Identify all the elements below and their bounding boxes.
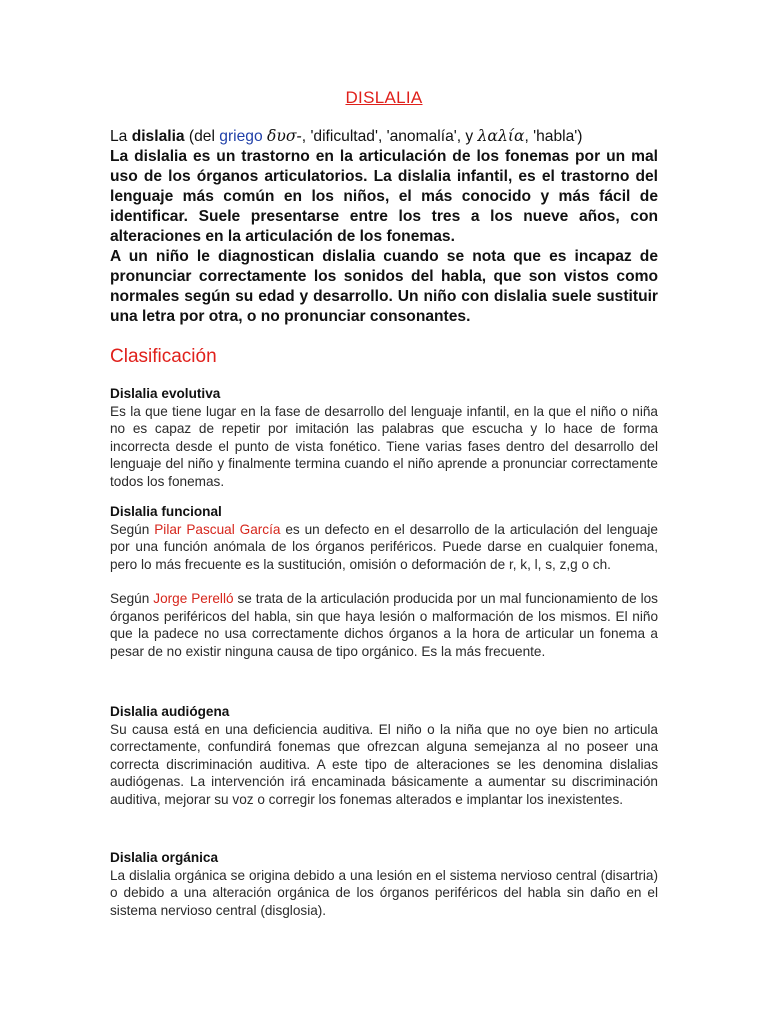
- funcional-p2-pre: Según: [110, 591, 150, 606]
- intro-paragraph-1: [110, 126, 658, 147]
- intro-del: (del: [188, 128, 215, 145]
- greek-prefix: δυσ-: [266, 127, 302, 145]
- intro-paragraph-3: A un niño le diagnostican dislalia cuando se nota que es incapaz de pronunciar correctamente los sonidos del habla, que son vistos como normales según su edad y desarrollo. Un niño con dislalia suele sustituir una letra por otra, o no pronunciar consonantes.: [110, 248, 658, 325]
- funcional-p1-text: es un defecto en el desarrollo de la articulación del lenguaje por una función anómala de los órganos periféricos. Puede darse en cualquier fonema, pero lo más frecuente es la sustitución, omisión o deformación de r, k, l, s, z,g o ch.: [110, 521, 658, 572]
- evolutiva-section: [110, 385, 658, 490]
- intro-term: dislalia: [131, 128, 185, 145]
- page-title: DISLALIA: [345, 88, 423, 107]
- funcional-p2-text: se trata de la articulación producida por un mal funcionamiento de los órganos periféricos del habla, sin que haya lesión o malformación de los mismos. El niño que la padece no usa correctamente dichos órganos a la hora de articular un fonema a pesar de no existir ninguna causa de tipo orgánico. Es la más frecuente.: [110, 591, 658, 659]
- funcional-paragraph-2: [110, 590, 658, 660]
- audiogena-section: [110, 703, 658, 808]
- intro-meanings: , 'dificultad', 'anomalía', y: [301, 128, 474, 145]
- audiogena-text: Su causa está en una deficiencia auditiva. El niño o la niña que no oye bien no articula correctamente, confundirá fonemas que ofrezcan alguna semejanza al no poseer una correcta discriminación auditiva. A este tipo de alteraciones se les denomina dislalias audiógenas. La intervención irá encaminada básicamente a aumentar su discriminación auditiva, mejorar su voz o corregir los fonemas alterados e implantar los inexistentes.: [110, 721, 658, 807]
- funcional-p1-pre: Según: [110, 521, 150, 537]
- funcional-paragraph-1: [110, 521, 658, 574]
- author-pilar-link[interactable]: Pilar Pascual García: [154, 521, 281, 537]
- intro-paragraph-2: La dislalia es un trastorno en la articulación de los fonemas por un mal uso de los órganos articulatorios. La dislalia infantil, es el trastorno del lenguaje más común en los niños, el más conocido y más fácil de identificar. Suele presentarse entre los tres a los nueve años, con alteraciones en la articulación de los fonemas.: [110, 148, 658, 245]
- organica-section: [110, 849, 658, 919]
- intro-end: , 'habla'): [524, 128, 583, 145]
- greek-word: λαλία: [477, 127, 525, 145]
- audiogena-title: Dislalia audiógena: [110, 704, 230, 719]
- intro-la: La: [110, 128, 128, 145]
- evolutiva-text: Es la que tiene lugar en la fase de desarrollo del lenguaje infantil, en la que el niño o niña no es capaz de repetir por imitación las palabras que escucha y lo hace de forma incorrecta desde el punto de vista fonético. Tiene varias fases dentro del desarrollo del lenguaje del niño y finalmente termina cuando el niño aprende a pronunciar correctamente todos los fonemas.: [110, 403, 658, 489]
- author-perello-link[interactable]: Jorge Perelló: [153, 591, 234, 606]
- evolutiva-title: Dislalia evolutiva: [110, 386, 221, 401]
- griego-link[interactable]: griego: [219, 128, 263, 145]
- intro-section: [110, 126, 658, 327]
- funcional-section: [110, 503, 658, 660]
- organica-title: Dislalia orgánica: [110, 850, 219, 865]
- paragraph-gap: [110, 573, 658, 590]
- funcional-title: Dislalia funcional: [110, 504, 222, 519]
- organica-text: La dislalia orgánica se origina debido a una lesión en el sistema nervioso central (disartria) o debido a una alteración orgánica de los órganos periféricos del habla sin daño en el sistema nervioso central (disglosia).: [110, 867, 658, 918]
- classification-heading: Clasificación: [110, 346, 217, 367]
